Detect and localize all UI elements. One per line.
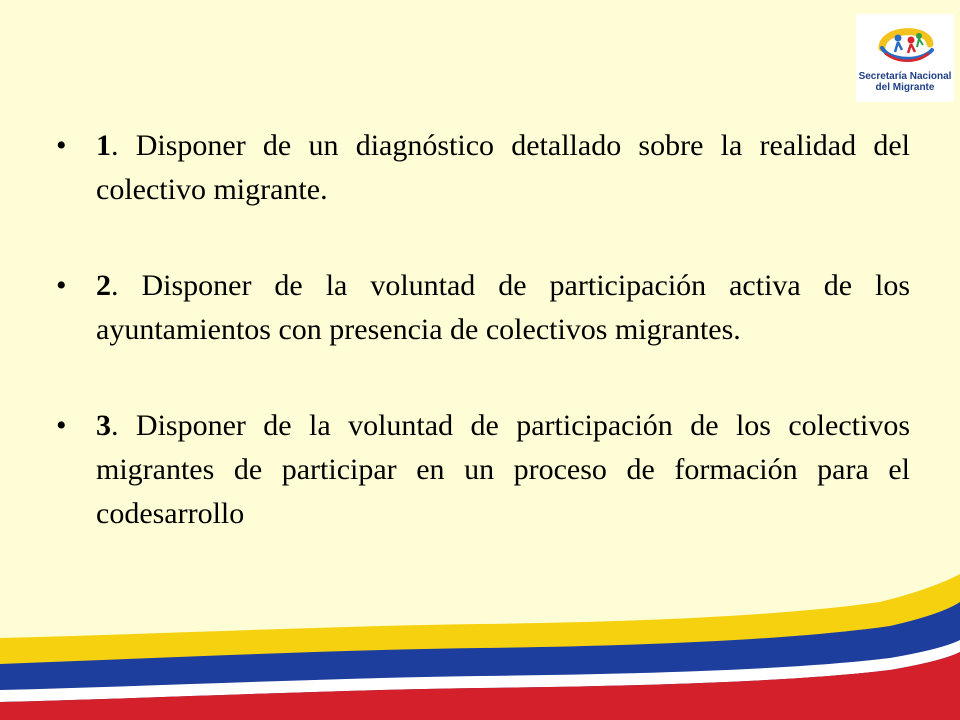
logo-emblem bbox=[856, 14, 954, 70]
bullet-marker: • bbox=[56, 269, 67, 302]
logo-figure-head-red bbox=[908, 37, 915, 44]
requirements-list bbox=[56, 124, 910, 588]
logo-arc-yellow bbox=[882, 32, 930, 48]
item-text: . Disponer de la voluntad de participación activa de los ayuntamientos con presencia de colectivos migrantes. bbox=[96, 269, 910, 346]
item-number: 1 bbox=[96, 129, 111, 162]
logo-figure-head-green bbox=[916, 33, 922, 39]
logo-name-line1: Secretaría Nacional bbox=[858, 71, 952, 82]
logo-figure-body-green bbox=[917, 39, 923, 47]
item-text: . Disponer de un diagnóstico detallado sobre la realidad del colectivo migrante. bbox=[96, 129, 910, 206]
item-number: 2 bbox=[96, 269, 111, 302]
bullet-marker: • bbox=[56, 409, 67, 442]
logo-figure-body-red bbox=[908, 44, 915, 53]
item-number: 3 bbox=[96, 409, 111, 442]
logo-figure-head-blue bbox=[895, 35, 902, 42]
list-item bbox=[56, 404, 910, 536]
list-item bbox=[56, 264, 910, 352]
logo-name-line2: del Migrante bbox=[875, 82, 935, 93]
logo-figure-body-blue bbox=[895, 42, 902, 52]
item-text: . Disponer de la voluntad de participación de los colectivos migrantes de participar en un proceso de formación para el codesarrollo bbox=[96, 409, 910, 530]
bullet-marker: • bbox=[56, 129, 67, 162]
list-item bbox=[56, 124, 910, 212]
secretaria-nacional-del-migrante-logo bbox=[856, 14, 954, 102]
